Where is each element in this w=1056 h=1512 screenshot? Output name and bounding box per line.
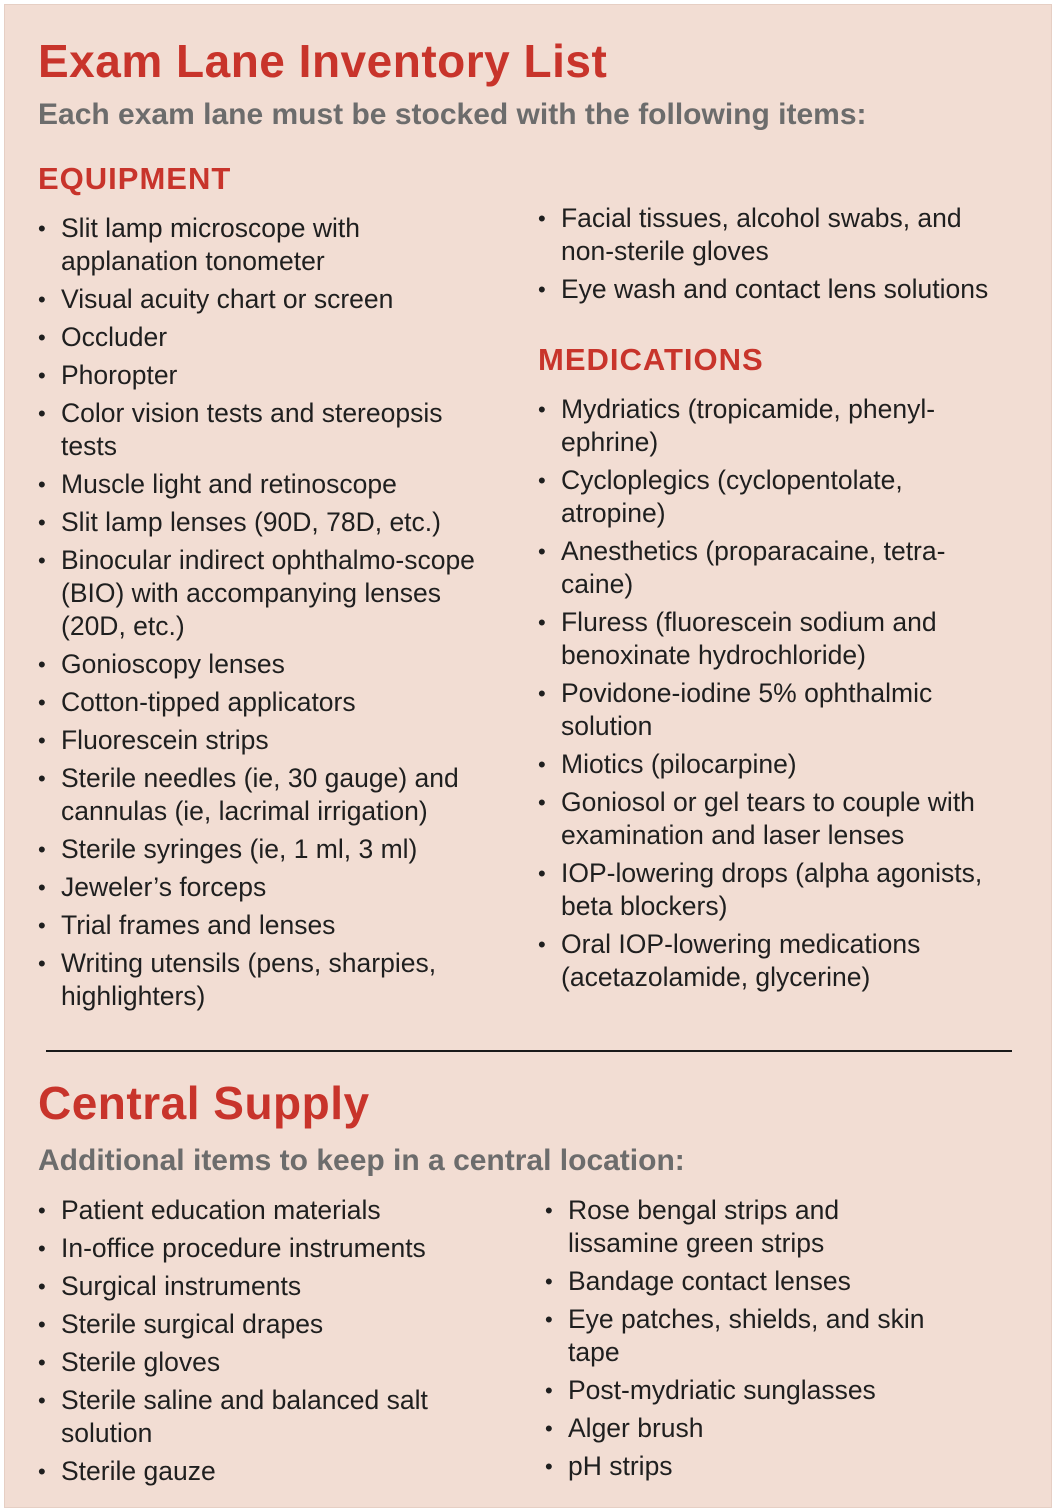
list-item: • Sterile saline and balanced salt solution bbox=[38, 1384, 478, 1450]
list-item: • Post-mydriatic sunglasses bbox=[545, 1374, 945, 1407]
page-title: Exam Lane Inventory List bbox=[38, 35, 608, 87]
list-item: • Eye patches, shields, and skin tape bbox=[545, 1303, 945, 1369]
list-item: • Anesthetics (proparacaine, tetra-caine) bbox=[538, 535, 1008, 601]
list-item: • pH strips bbox=[545, 1450, 945, 1483]
list-item: • Occluder bbox=[38, 321, 500, 354]
list-item: • Fluress (fluorescein sodium and benoxinate hydrochloride) bbox=[538, 606, 1008, 672]
list-item: • Trial frames and lenses bbox=[38, 909, 500, 942]
equipment-heading: EQUIPMENT bbox=[38, 161, 232, 196]
equipment-list bbox=[38, 212, 500, 1018]
list-item: • Sterile gauze bbox=[38, 1455, 478, 1488]
list-item: • Patient education materials bbox=[38, 1194, 478, 1227]
list-item: • Slit lamp lenses (90D, 78D, etc.) bbox=[38, 506, 500, 539]
list-item: • Binocular indirect ophthalmo-scope (BIO) with accompanying lenses (20D, etc.) bbox=[38, 544, 500, 643]
list-item: • Gonioscopy lenses bbox=[38, 648, 500, 681]
central-supply-list bbox=[38, 1194, 478, 1493]
central-supply-list-continued bbox=[545, 1194, 945, 1488]
list-item: • Cotton-tipped applicators bbox=[38, 686, 500, 719]
medications-heading: MEDICATIONS bbox=[538, 342, 764, 377]
list-item: • Sterile surgical drapes bbox=[38, 1308, 478, 1341]
list-item: • Slit lamp microscope with applanation tonometer bbox=[38, 212, 500, 278]
list-item: • Jeweler’s forceps bbox=[38, 871, 500, 904]
list-item: • Oral IOP-lowering medications (acetazolamide, glycerine) bbox=[538, 928, 1008, 994]
list-item: • Eye wash and contact lens solutions bbox=[538, 273, 1018, 306]
medications-list bbox=[538, 393, 1008, 999]
list-item: • Writing utensils (pens, sharpies, highlighters) bbox=[38, 947, 500, 1013]
list-item: • Mydriatics (tropicamide, phenyl-ephrine) bbox=[538, 393, 1008, 459]
list-item: • Fluorescein strips bbox=[38, 724, 500, 757]
list-item: • Goniosol or gel tears to couple with examination and laser lenses bbox=[538, 786, 1008, 852]
central-supply-subtitle: Additional items to keep in a central location: bbox=[38, 1144, 685, 1177]
list-item: • Surgical instruments bbox=[38, 1270, 478, 1303]
list-item: • Povidone-iodine 5% ophthalmic solution bbox=[538, 677, 1008, 743]
list-item: • Miotics (pilocarpine) bbox=[538, 748, 1008, 781]
list-item: • Rose bengal strips and lissamine green strips bbox=[545, 1194, 945, 1260]
list-item: • Phoropter bbox=[38, 359, 500, 392]
list-item: • Bandage contact lenses bbox=[545, 1265, 945, 1298]
list-item: • In-office procedure instruments bbox=[38, 1232, 478, 1265]
list-item: • Facial tissues, alcohol swabs, and non-sterile gloves bbox=[538, 202, 1018, 268]
list-item: • Cycloplegics (cyclopentolate, atropine) bbox=[538, 464, 1008, 530]
page-subtitle: Each exam lane must be stocked with the following items: bbox=[38, 98, 867, 131]
list-item: • Color vision tests and stereopsis tests bbox=[38, 397, 500, 463]
list-item: • Sterile syringes (ie, 1 ml, 3 ml) bbox=[38, 833, 500, 866]
list-item: • Sterile needles (ie, 30 gauge) and cannulas (ie, lacrimal irrigation) bbox=[38, 762, 500, 828]
list-item: • Sterile gloves bbox=[38, 1346, 478, 1379]
equipment-list-continued bbox=[538, 202, 1018, 311]
list-item: • Muscle light and retinoscope bbox=[38, 468, 500, 501]
list-item: • Alger brush bbox=[545, 1412, 945, 1445]
central-supply-title: Central Supply bbox=[38, 1077, 370, 1129]
list-item: • IOP-lowering drops (alpha agonists, beta blockers) bbox=[538, 857, 1008, 923]
list-item: • Visual acuity chart or screen bbox=[38, 283, 500, 316]
section-divider bbox=[46, 1050, 1012, 1052]
